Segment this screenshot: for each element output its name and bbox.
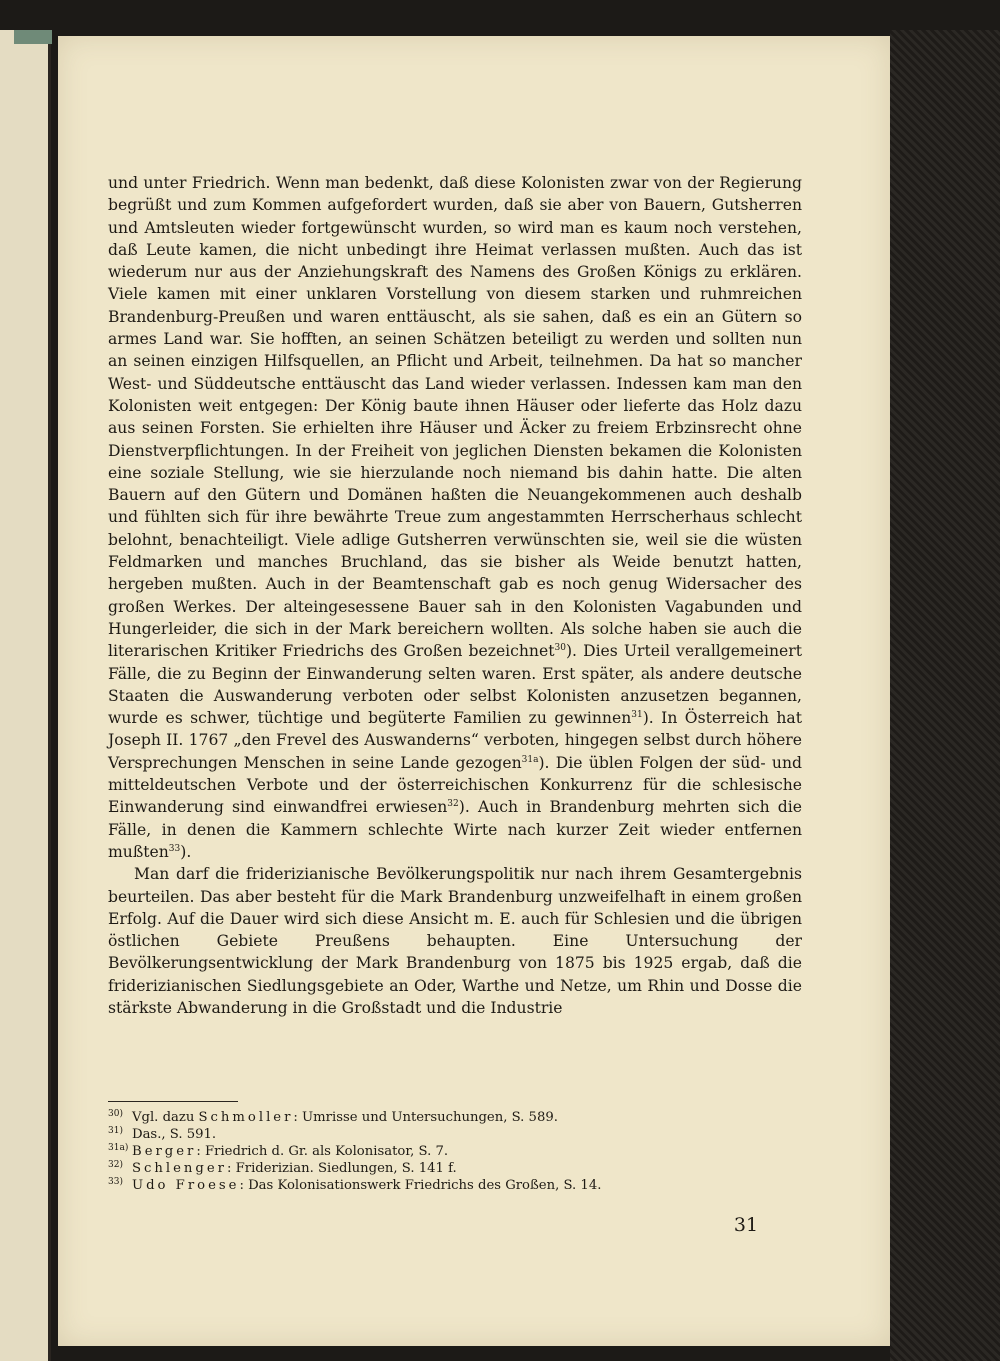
- footnote-31a: 31a) Berger: Friedrich d. Gr. als Kolonisator, S. 7.: [108, 1142, 449, 1159]
- footnote-31: 31) Das., S. 591.: [108, 1125, 217, 1142]
- footnote-33: 33) Udo Froese: Das Kolonisationswerk Friedrichs des Großen, S. 14.: [108, 1176, 602, 1193]
- footnote-ref-32[interactable]: 32: [447, 799, 459, 810]
- book-cover-edge: [890, 30, 1000, 1361]
- footnotes: [108, 1109, 802, 1194]
- footnote-30: 30) Vgl. dazu Schmoller: Umrisse und Untersuchungen, S. 589.: [108, 1108, 558, 1125]
- footnote-ref-33[interactable]: 33: [168, 843, 181, 854]
- footnote-ref-30[interactable]: 30: [554, 643, 566, 654]
- body-text: [108, 172, 802, 1019]
- footnote-divider: [108, 1101, 238, 1102]
- book-page: [58, 36, 890, 1346]
- paragraph-2: Man darf die friderizianische Bevölkerungspolitik nur nach ihrem Gesamtergebnis beurteilen. Das aber besteht für die Mark Brandenburg unzweifelhaft in einem großen Erfolg. Auf die Dauer wird sich diese Ansicht m. E. auch für Schlesien und die übrigen östlichen Gebiete Preußens behaupten. Eine Untersuchung der Bevölkerungsentwicklung der Mark Brandenburg von 1875 bis 1925 ergab, daß die friderizianischen Siedlungsgebiete an Oder, Warthe und Netze, um Rhin und Dosse die stärkste Abwanderung in die Großstadt und die Industrie: [108, 865, 802, 1017]
- binding-tab: [14, 30, 52, 44]
- footnote-ref-31a[interactable]: 31a: [521, 754, 539, 765]
- adjacent-page-edge: [0, 30, 51, 1361]
- page-number: 31: [733, 1214, 759, 1236]
- paragraph-1: und unter Friedrich. Wenn man bedenkt, daß diese Kolonisten zwar von der Regierung begrüßt und zum Kommen aufgefordert wurden, daß sie aber von Bauern, Gutsherren und Amtsleuten wieder fortgewünscht wurden, so wird man es kaum noch verstehen, daß Leute kamen, die nicht unbedingt ihre Heimat verlassen mußten. Auch das ist wiederum nur aus der Anziehungskraft des Namens des Großen Königs zu erklären. Viele kamen mit einer unklaren Vorstellung von diesem starken und ruhmreichen Brandenburg-Preußen und waren enttäuscht, als sie sahen, daß es ein an Gütern so armes Land war. Sie hofften, an seinen Schätzen beteiligt zu werden und sollten nun an seinen einzigen Hilfsquellen, an Pflicht und Arbeit, teilnehmen. Da hat so mancher West- und Süddeutsche enttäuscht das Land wieder verlassen. Indessen kam man den Kolonisten weit entgegen: Der König baute ihnen Häuser oder lieferte das Holz dazu aus seinen Forsten. Sie erhielten ihre Häuser und Äcker zu freiem Erbzinsrecht ohne Dienstverpflichtungen. In der Freiheit von jeglichen Diensten bekamen die Kolonisten eine soziale Stellung, wie sie hierzulande noch niemand bis dahin hatte. Die alten Bauern auf den Gütern und Domänen haßten die Neuangekommenen auch deshalb und fühlten sich für ihre bewährte Treue zum angestammten Herrscherhaus schlecht belohnt, benachteiligt. Viele adlige Gutsherren verwünschten sie, weil sie die wüsten Feldmarken und manches Bruchland, das sie bisher als Weide benutzt hatten, hergeben mußten. Auch in der Beamtenschaft gab es noch genug Widersacher des großen Werkes. Der alteingesessene Bauer sah in den Kolonisten Vagabunden und Hungerleider, die sich in der Mark bereichern wollten. Als solche haben sie auch die literarischen Kritiker Friedrichs des Großen bezeichnet$^{30}$). Dies Urteil verallgemeinert Fälle, die zu Beginn der Einwanderung selten waren. Erst später, als andere deutsche Staaten die Auswanderung verboten oder selbst Kolonisten anzusetzen begannen, wurde es schwer, tüchtige und begüterte Familien zu gewinnen$^{31}$). In Österreich hat Joseph II. 1767 „den Frevel des Auswanderns“ verboten, hingegen selbst durch höhere Versprechungen Menschen in seine Lande gezogen$^{31a}$). Die üblen Folgen der süd- und mitteldeutschen Verbote und der österreichischen Konkurrenz für die schlesische Einwanderung sind einwandfrei erwiesen$^{32}$). Auch in Brandenburg mehrten sich die Fälle, in denen die Kammern schlechte Wirte nach kurzer Zeit wieder entfernen mußten$^{33}$).: [108, 174, 802, 861]
- footnote-ref-31[interactable]: 31: [631, 709, 643, 720]
- footnote-32: 32) Schlenger: Friderizian. Siedlungen, S. 141 f.: [108, 1159, 457, 1176]
